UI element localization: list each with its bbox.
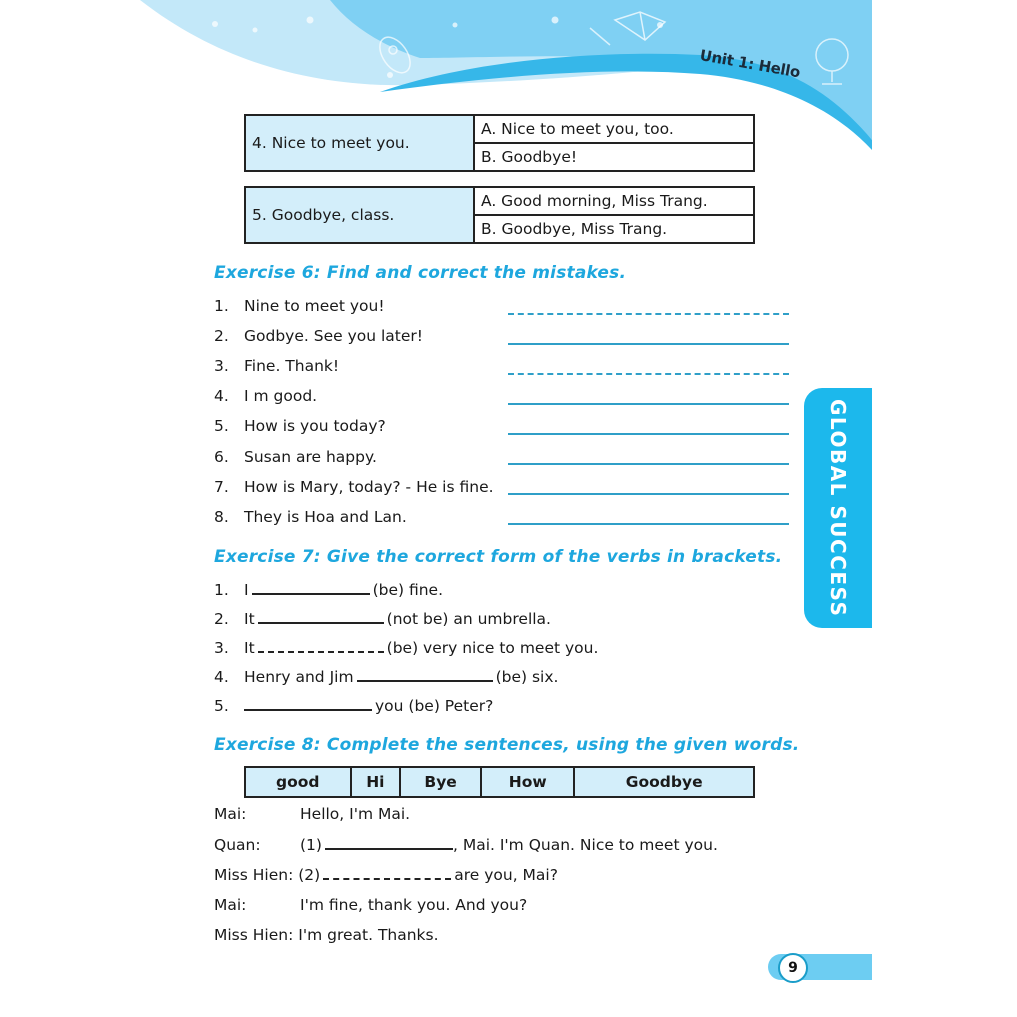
- dialog-text: I'm great. Thanks.: [298, 926, 439, 944]
- exercise-6-item: [214, 324, 423, 348]
- item-suffix: you (be) Peter?: [375, 697, 494, 715]
- item-text: Susan are happy.: [244, 448, 377, 466]
- dialog-line: [214, 862, 558, 886]
- speaker-name: Quan:: [214, 836, 261, 854]
- item-number: 2.: [214, 327, 229, 345]
- match-option[interactable]: A. Nice to meet you, too.: [474, 115, 754, 143]
- item-number: 1.: [214, 297, 229, 315]
- match-option[interactable]: B. Goodbye!: [474, 143, 754, 171]
- item-prefix: Henry and Jim: [244, 668, 354, 686]
- page-number: 9: [778, 953, 808, 983]
- side-tab-label: GLOBAL SUCCESS: [826, 398, 850, 618]
- answer-blank[interactable]: [258, 606, 384, 624]
- item-suffix: (be) fine.: [372, 581, 444, 599]
- item-number: 2.: [214, 610, 229, 628]
- answer-line[interactable]: [508, 523, 789, 525]
- side-tab-label-wrap: [804, 388, 872, 628]
- dialog-text: Hello, I'm Mai.: [300, 805, 411, 823]
- item-text: Godbye. See you later!: [244, 327, 423, 345]
- dialog-line: [214, 802, 410, 826]
- match-table-5: [244, 186, 755, 244]
- item-number: 7.: [214, 478, 229, 496]
- speaker-name: Miss Hien:: [214, 866, 294, 884]
- word-bank-word: Hi: [351, 767, 401, 797]
- item-number: 5.: [214, 417, 229, 435]
- item-number: 8.: [214, 508, 229, 526]
- answer-line[interactable]: [508, 463, 789, 465]
- item-suffix: (be) very nice to meet you.: [386, 639, 599, 657]
- exercise-7-item: [214, 635, 598, 659]
- match-question: 5. Goodbye, class.: [245, 187, 474, 243]
- word-bank-word: Goodbye: [574, 767, 754, 797]
- answer-blank[interactable]: [244, 693, 372, 711]
- match-question: 4. Nice to meet you.: [245, 115, 474, 171]
- answer-blank[interactable]: [252, 577, 370, 595]
- answer-line[interactable]: [508, 343, 789, 345]
- answer-blank[interactable]: [357, 664, 493, 682]
- speaker-name: Miss Hien:: [214, 926, 294, 944]
- item-prefix: I: [244, 581, 249, 599]
- exercise-6-item: [214, 384, 317, 408]
- item-number: 1.: [214, 581, 229, 599]
- exercise-6-item: [214, 505, 407, 529]
- item-number: 4.: [214, 668, 229, 686]
- dialog-text: are you, Mai?: [454, 866, 558, 884]
- exercise-6-item: [214, 414, 386, 438]
- match-option[interactable]: B. Goodbye, Miss Trang.: [474, 215, 754, 243]
- item-prefix: It: [244, 610, 255, 628]
- answer-blank[interactable]: [258, 635, 384, 653]
- exercise-6-item: [214, 475, 494, 499]
- item-number: 4.: [214, 387, 229, 405]
- dialog-line: [214, 832, 718, 856]
- word-bank-word: good: [245, 767, 351, 797]
- item-text: How is you today?: [244, 417, 386, 435]
- dialog-text: , Mai. I'm Quan. Nice to meet you.: [452, 836, 718, 854]
- match-table-4: [244, 114, 755, 172]
- unit-title: Unit 1: Hello: [698, 46, 802, 82]
- speaker-name: Mai:: [214, 896, 247, 914]
- word-bank: [244, 766, 755, 798]
- item-text: Fine. Thank!: [244, 357, 340, 375]
- item-suffix: (not be) an umbrella.: [386, 610, 551, 628]
- exercise-6-item: [214, 354, 339, 378]
- item-text: How is Mary, today? - He is fine.: [244, 478, 494, 496]
- item-suffix: (be) six.: [495, 668, 559, 686]
- answer-line[interactable]: [508, 433, 789, 435]
- exercise-6-title: Exercise 6: Find and correct the mistakes.: [214, 263, 627, 283]
- item-text: They is Hoa and Lan.: [244, 508, 407, 526]
- dialog-text: (2): [298, 866, 321, 884]
- answer-line[interactable]: [508, 403, 789, 405]
- word-bank-word: Bye: [400, 767, 481, 797]
- answer-line[interactable]: [508, 313, 789, 315]
- exercise-7-title: Exercise 7: Give the correct form of the verbs in brackets.: [214, 547, 783, 567]
- answer-line[interactable]: [508, 493, 789, 495]
- dialog-text: (1): [300, 836, 322, 854]
- answer-line[interactable]: [508, 373, 789, 375]
- exercise-7-item: [214, 606, 551, 630]
- speaker-name: Mai:: [214, 805, 247, 823]
- dialog-line: [214, 923, 439, 947]
- exercise-7-item: [214, 664, 558, 688]
- dialog-text: I'm fine, thank you. And you?: [300, 896, 528, 914]
- item-number: 3.: [214, 639, 229, 657]
- item-number: 3.: [214, 357, 229, 375]
- item-number: 6.: [214, 448, 229, 466]
- exercise-6-item: [214, 445, 377, 469]
- item-prefix: It: [244, 639, 255, 657]
- item-number: 5.: [214, 697, 229, 715]
- item-text: Nine to meet you!: [244, 297, 385, 315]
- answer-blank[interactable]: [325, 832, 453, 850]
- exercise-7-item: [214, 693, 493, 717]
- match-option[interactable]: A. Good morning, Miss Trang.: [474, 187, 754, 215]
- answer-blank[interactable]: [323, 862, 451, 880]
- word-bank-word: How: [481, 767, 574, 797]
- exercise-7-item: [214, 577, 443, 601]
- dialog-line: [214, 893, 527, 917]
- exercise-6-item: [214, 294, 385, 318]
- exercise-8-title: Exercise 8: Complete the sentences, using the given words.: [214, 735, 800, 755]
- item-text: I m good.: [244, 387, 318, 405]
